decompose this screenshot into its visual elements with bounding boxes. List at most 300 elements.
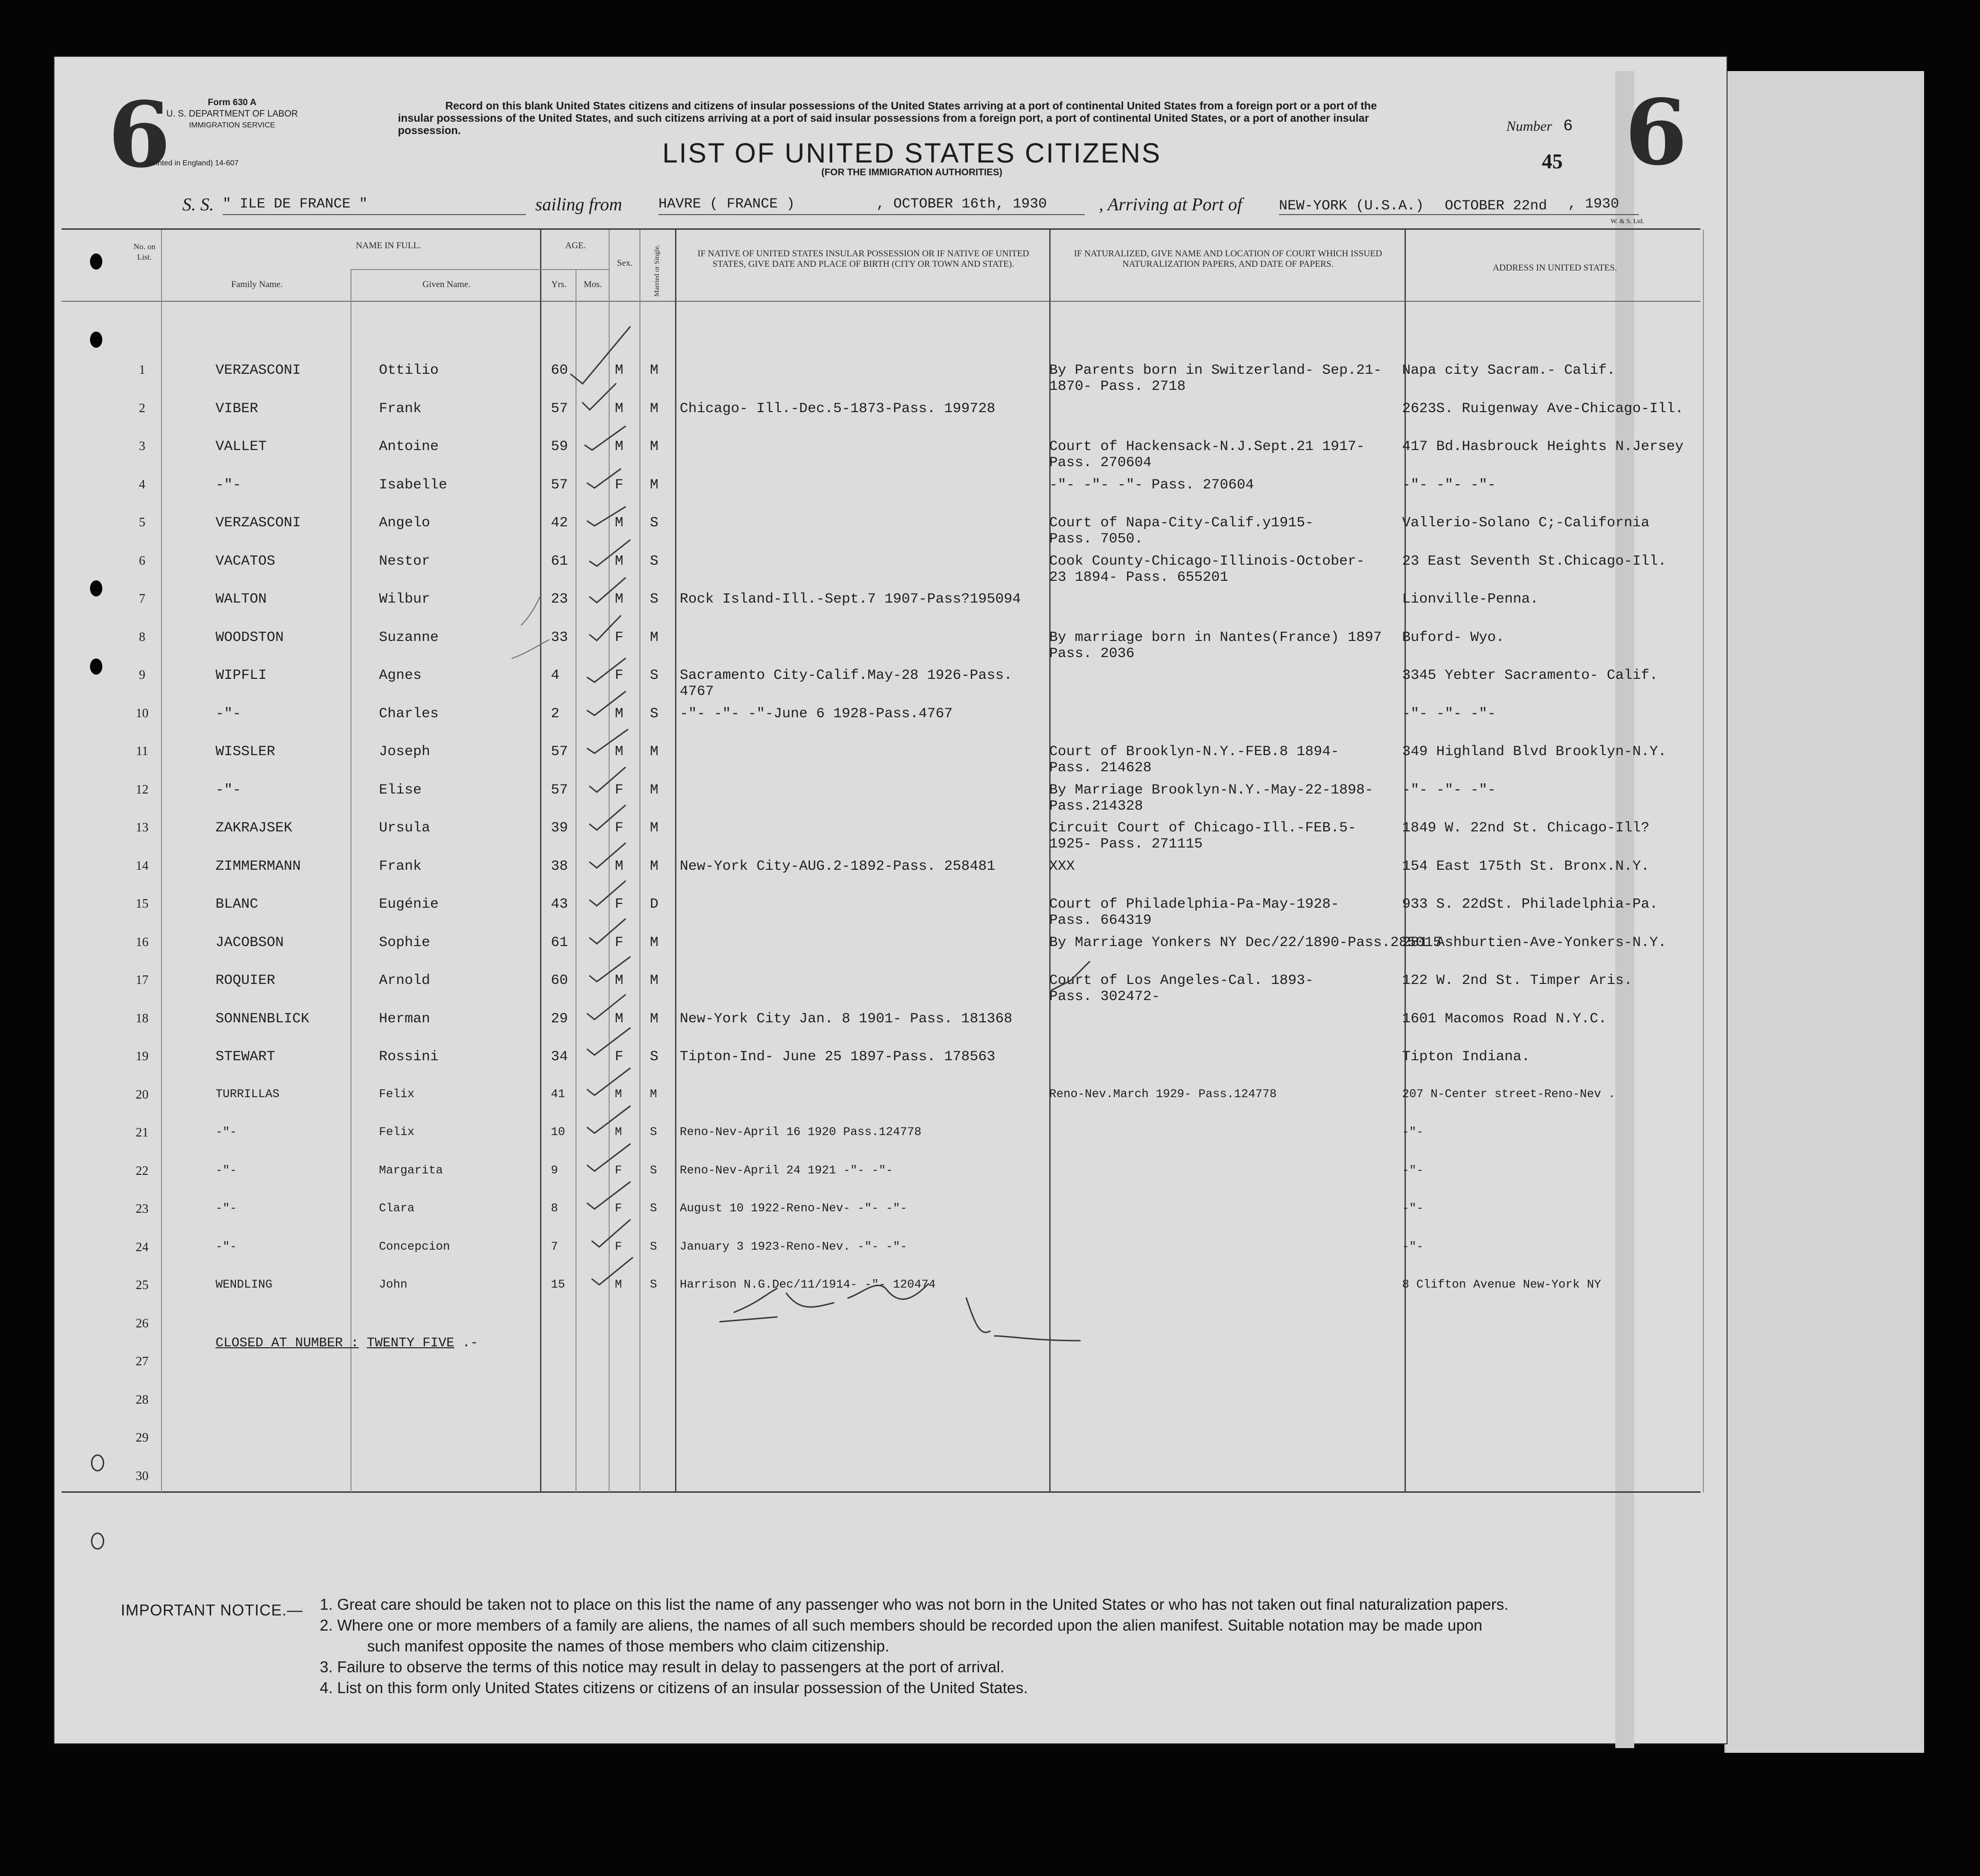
- cell-sex: M: [615, 858, 624, 875]
- cell-family: TURRILLAS: [216, 1087, 280, 1101]
- cell-birth: August 10 1922-Reno-Nev- -"- -"-: [680, 1201, 908, 1215]
- cell-addr: 154 East 175th St. Bronx.N.Y.: [1402, 858, 1650, 875]
- cell-nat2: Pass. 7050.: [1049, 531, 1143, 547]
- cell-addr: 349 Highland Blvd Brooklyn-N.Y.: [1402, 744, 1667, 760]
- cell-given: Rossini: [379, 1049, 439, 1065]
- cell-ms: S: [650, 1278, 657, 1291]
- arrival-year: , 1930: [1568, 196, 1620, 212]
- cell-nat2: Pass. 214628: [1049, 760, 1152, 776]
- closed-value: TWENTY FIVE: [367, 1336, 455, 1351]
- cell-addr: 281 Ashburtien-Ave-Yonkers-N.Y.: [1402, 934, 1667, 951]
- table-row: [0, 935, 1980, 973]
- cell-birth: New-York City-AUG.2-1892-Pass. 258481: [680, 858, 996, 875]
- table-row: [0, 896, 1980, 934]
- col-header-given: Given Name.: [422, 280, 471, 289]
- table-row: [0, 782, 1980, 820]
- table-row: [0, 1430, 1980, 1468]
- cell-family: VIBER: [216, 400, 259, 417]
- voyage-line: [0, 194, 1980, 223]
- cell-given: Elise: [379, 782, 422, 798]
- cell-ms: M: [650, 629, 659, 646]
- cell-family: -"-: [216, 705, 242, 722]
- cell-family: BLANC: [216, 896, 259, 912]
- cell-sex: F: [615, 667, 624, 684]
- cell-ms: S: [650, 705, 659, 722]
- cell-ms: S: [650, 1239, 657, 1254]
- cell-nat: Court of Los Angeles-Cal. 1893-: [1049, 973, 1314, 989]
- table-row: [0, 1201, 1980, 1239]
- cell-given: Angelo: [379, 515, 431, 531]
- cell-family: ZIMMERMANN: [216, 858, 301, 875]
- cell-nat2: Pass. 664319: [1049, 912, 1152, 929]
- cell-nat2: Pass. 270604: [1049, 455, 1152, 471]
- age-subheader-rule: [540, 269, 609, 270]
- table-row: [0, 667, 1980, 705]
- row-number: 17: [135, 973, 149, 987]
- row-number: 30: [135, 1468, 149, 1483]
- cell-ms: M: [650, 934, 659, 951]
- cell-nat2: 1870- Pass. 2718: [1049, 379, 1186, 395]
- cell-given: Nestor: [379, 553, 431, 569]
- cell-given: Isabelle: [379, 477, 448, 493]
- department-block: [133, 97, 332, 167]
- cell-sex: F: [615, 1201, 622, 1215]
- cell-family: -"-: [216, 1239, 237, 1254]
- cell-family: ROQUIER: [216, 973, 276, 989]
- table-row: [0, 973, 1980, 1010]
- cell-sex: F: [615, 1163, 622, 1177]
- row-number: 16: [135, 934, 149, 949]
- row-number: 14: [135, 858, 149, 873]
- row-number: 19: [135, 1049, 149, 1063]
- row-number: 29: [135, 1430, 149, 1444]
- cell-addr: 2623S. Ruigenway Ave-Chicago-Ill.: [1402, 400, 1684, 417]
- record-instructions: Record on this blank United States citizens and citizens of insular possessions of the United States arriving at a port of continental United States from a foreign port or a port of the insular possessions of the United States, and such citizens arriving at a port of said insular possessions from a foreign port, a port of continental United States, or a port of another insular possession.: [398, 99, 1377, 136]
- cell-ms: M: [650, 1010, 659, 1027]
- cell-sex: M: [615, 362, 624, 379]
- cell-addr: -"-: [1402, 1201, 1424, 1215]
- table-row: [0, 1240, 1980, 1278]
- printed-note: (Printed in England) 14-607: [146, 159, 239, 167]
- cell-given: Eugénie: [379, 896, 439, 912]
- cell-given: Agnes: [379, 667, 422, 684]
- cell-addr: -"-: [1402, 1163, 1424, 1177]
- cell-nat: -"- -"- -"- Pass. 270604: [1049, 477, 1254, 493]
- cell-family: STEWART: [216, 1049, 276, 1065]
- cell-nat: Court of Napa-City-Calif.y1915-: [1049, 515, 1314, 531]
- departure-rule: [658, 214, 1085, 215]
- cell-birth: -"- -"- -"-June 6 1928-Pass.4767: [680, 705, 953, 722]
- cell-sex: M: [615, 439, 624, 455]
- cell-age: 7: [551, 1239, 558, 1254]
- cell-family: WENDLING: [216, 1278, 273, 1291]
- cell-given: John: [379, 1278, 408, 1291]
- col-header-sex: Sex.: [617, 258, 633, 268]
- col-header-naturalized: IF NATURALIZED, GIVE NAME AND LOCATION OF COURT WHICH ISSUED NATURALIZATION PAPERS, AND DATE OF PAPERS.: [1074, 249, 1382, 269]
- cell-ms: M: [650, 820, 659, 836]
- cell-ms: M: [650, 400, 659, 417]
- ship-name: " ILE DE FRANCE ": [223, 196, 368, 212]
- cell-ms: M: [650, 1087, 657, 1101]
- table-row: [0, 362, 1980, 400]
- col-header-no: No. on List.: [133, 242, 156, 262]
- col-header-name: NAME IN FULL.: [356, 241, 421, 251]
- service-name: IMMIGRATION SERVICE: [189, 121, 275, 129]
- cell-addr: 207 N-Center street-Reno-Nev .: [1402, 1087, 1616, 1101]
- cell-nat: Circuit Court of Chicago-Ill.-FEB.5-: [1049, 820, 1357, 836]
- notice-item-3: 3. Failure to observe the terms of this notice may result in delay to passengers at the port of arrival.: [320, 1658, 1005, 1676]
- cell-age: 10: [551, 1125, 566, 1139]
- cell-ms: S: [650, 591, 659, 607]
- cell-sex: M: [615, 1278, 622, 1291]
- cell-age: 34: [551, 1049, 568, 1065]
- table-row: [0, 706, 1980, 744]
- cell-nat2: 1925- Pass. 271115: [1049, 836, 1203, 852]
- cell-family: -"-: [216, 1201, 237, 1215]
- cell-birth2: 4767: [680, 684, 714, 700]
- corner-number-left: 6: [108, 82, 171, 188]
- cell-family: JACOBSON: [216, 934, 284, 951]
- cell-ms: S: [650, 515, 659, 531]
- cell-sex: M: [615, 1010, 624, 1027]
- cell-addr: 8 Clifton Avenue New-York NY: [1402, 1278, 1602, 1291]
- cell-birth: Reno-Nev-April 24 1921 -"- -"-: [680, 1163, 893, 1177]
- cell-nat: Court of Philadelphia-Pa-May-1928-: [1049, 896, 1340, 912]
- row-number: 5: [139, 515, 145, 529]
- cell-sex: M: [615, 705, 624, 722]
- col-header-family: Family Name.: [231, 280, 283, 289]
- row-number: 25: [135, 1278, 149, 1292]
- cell-age: 57: [551, 400, 568, 417]
- table-row: [0, 1469, 1980, 1506]
- row-number: 4: [139, 477, 145, 491]
- table-row: [0, 1354, 1980, 1392]
- notice-label: IMPORTANT NOTICE.—: [121, 1601, 303, 1619]
- cell-nat2: Pass. 2036: [1049, 645, 1135, 662]
- row-number: 27: [135, 1354, 149, 1368]
- cell-family: VALLET: [216, 439, 267, 455]
- binder-ring: [91, 1533, 104, 1550]
- printer-mark: W. & S. Ltd.: [1611, 218, 1645, 225]
- row-number: 7: [139, 591, 145, 605]
- cell-ms: M: [650, 858, 659, 875]
- cell-birth: Sacramento City-Calif.May-28 1926-Pass.: [680, 667, 1013, 684]
- arrival-date: OCTOBER 22nd: [1445, 198, 1548, 214]
- row-number: 26: [135, 1316, 149, 1330]
- corner-number-right: 6: [1625, 80, 1688, 185]
- row-number: 22: [135, 1163, 149, 1178]
- row-number: 21: [135, 1125, 149, 1139]
- cell-nat: By Marriage Brooklyn-N.Y.-May-22-1898-: [1049, 782, 1374, 798]
- sailing-label: sailing from: [535, 195, 622, 215]
- notice-item-2: 2. Where one or more members of a family are aliens, the names of all such members should be recorded upon the alien manifest. Suitable notation may be made upon: [320, 1616, 1483, 1634]
- cell-ms: S: [650, 1163, 657, 1177]
- closed-note: [216, 1336, 478, 1351]
- cell-sex: F: [615, 820, 624, 836]
- cell-sex: M: [615, 1087, 622, 1101]
- cell-given: Felix: [379, 1125, 415, 1139]
- closed-prefix: CLOSED AT NUMBER :: [216, 1336, 359, 1351]
- list-number-value: 6: [1563, 117, 1573, 135]
- row-number: 20: [135, 1087, 149, 1101]
- cell-sex: F: [615, 896, 624, 912]
- cell-sex: F: [615, 782, 624, 798]
- cell-nat: By Parents born in Switzerland- Sep.21-: [1049, 362, 1382, 379]
- col-header-married: Married or Single.: [653, 244, 661, 297]
- cell-sex: M: [615, 591, 624, 607]
- table-row: [0, 401, 1980, 439]
- cell-family: WOODSTON: [216, 629, 284, 646]
- cell-sex: M: [615, 973, 624, 989]
- cell-family: -"-: [216, 477, 242, 493]
- table-row: [0, 858, 1980, 896]
- cell-family: -"-: [216, 782, 242, 798]
- cell-nat: By marriage born in Nantes(France) 1897: [1049, 629, 1382, 646]
- row-number: 12: [135, 782, 149, 796]
- cell-family: -"-: [216, 1125, 237, 1139]
- cell-age: 57: [551, 744, 568, 760]
- col-header-address: ADDRESS IN UNITED STATES.: [1493, 263, 1617, 273]
- cell-given: Arnold: [379, 973, 431, 989]
- row-number: 3: [139, 439, 145, 453]
- table-row: [0, 744, 1980, 782]
- arriving-label: , Arriving at Port of: [1099, 195, 1242, 215]
- col-header-mos: Mos.: [584, 280, 602, 289]
- cell-sex: M: [615, 400, 624, 417]
- cell-birth: Harrison N.G.Dec/11/1914- -"- 120474: [680, 1278, 936, 1291]
- cell-family: ZAKRAJSEK: [216, 820, 293, 836]
- cell-ms: S: [650, 1201, 657, 1215]
- cell-given: Felix: [379, 1087, 415, 1101]
- row-number: 1: [139, 362, 145, 377]
- page-subtitle: (FOR THE IMMIGRATION AUTHORITIES): [821, 167, 1003, 178]
- cell-family: VACATOS: [216, 553, 276, 569]
- cell-age: 43: [551, 896, 568, 912]
- cell-age: 33: [551, 629, 568, 646]
- cell-addr: Buford- Wyo.: [1402, 629, 1505, 646]
- cell-nat: XXX: [1049, 858, 1075, 875]
- table-row: [0, 1392, 1980, 1430]
- arrival-port: NEW-YORK (U.S.A.): [1279, 198, 1424, 214]
- cell-birth: New-York City Jan. 8 1901- Pass. 181368: [680, 1010, 1013, 1027]
- cell-given: Wilbur: [379, 591, 431, 607]
- cell-ms: M: [650, 744, 659, 760]
- row-number: 11: [136, 744, 148, 758]
- cell-ms: M: [650, 477, 659, 493]
- table-row: [0, 591, 1980, 629]
- row-number: 24: [135, 1239, 149, 1254]
- cell-sex: M: [615, 1125, 622, 1139]
- cell-family: WISSLER: [216, 744, 276, 760]
- cell-sex: F: [615, 477, 624, 493]
- cell-age: 8: [551, 1201, 558, 1215]
- cell-age: 42: [551, 515, 568, 531]
- cell-given: Ursula: [379, 820, 431, 836]
- cell-ms: M: [650, 362, 659, 379]
- table-row: [0, 1278, 1980, 1316]
- cell-family: -"-: [216, 1163, 237, 1177]
- cell-nat: Reno-Nev.March 1929- Pass.124778: [1049, 1087, 1277, 1101]
- notice-item-4: 4. List on this form only United States citizens or citizens of an insular possession of the United States.: [320, 1679, 1028, 1696]
- cell-age: 41: [551, 1087, 566, 1101]
- cell-given: Suzanne: [379, 629, 439, 646]
- cell-nat: Cook County-Chicago-Illinois-October-: [1049, 553, 1365, 569]
- cell-age: 59: [551, 439, 568, 455]
- cell-age: 61: [551, 553, 568, 569]
- ss-label: S. S.: [182, 195, 214, 215]
- cell-addr: Vallerio-Solano C;-California: [1402, 515, 1650, 531]
- table-row: [0, 477, 1980, 515]
- binder-hole: [90, 253, 102, 270]
- cell-addr: -"- -"- -"-: [1402, 782, 1496, 798]
- table-row: [0, 1011, 1980, 1049]
- cell-ms: S: [650, 1125, 657, 1139]
- cell-given: Clara: [379, 1201, 415, 1215]
- cell-given: Herman: [379, 1010, 431, 1027]
- table-row: [0, 1049, 1980, 1087]
- cell-addr: -"-: [1402, 1125, 1424, 1139]
- cell-addr: 1849 W. 22nd St. Chicago-Ill?: [1402, 820, 1650, 836]
- name-subheader-rule: [351, 269, 540, 270]
- cell-age: 57: [551, 782, 568, 798]
- ship-name-rule: [223, 214, 526, 215]
- notice-item-2-cont: such manifest opposite the names of those members who claim citizenship.: [367, 1637, 890, 1655]
- page-title: LIST OF UNITED STATES CITIZENS: [662, 138, 1161, 169]
- table-row: [0, 820, 1980, 858]
- notice-item-1: 1. Great care should be taken not to place on this list the name of any passenger who was not born in the United States or who has not taken out final naturalization papers.: [320, 1596, 1509, 1613]
- cell-sex: M: [615, 515, 624, 531]
- arrival-rule: [1279, 214, 1639, 215]
- cell-sex: F: [615, 934, 624, 951]
- cell-addr: 122 W. 2nd St. Timper Aris.: [1402, 973, 1633, 989]
- page-number: 45: [1542, 150, 1563, 173]
- cell-sex: F: [615, 629, 624, 646]
- col-header-birth: IF NATIVE OF UNITED STATES INSULAR POSSESSION OR IF NATIVE OF UNITED STATES, GIVE DATE AND PLACE OF BIRTH (CITY OR TOWN AND STATE).: [697, 249, 1029, 269]
- cell-given: Frank: [379, 858, 422, 875]
- row-number: 2: [139, 400, 145, 415]
- table-row: [0, 515, 1980, 553]
- cell-ms: D: [650, 896, 659, 912]
- cell-age: 60: [551, 973, 568, 989]
- cell-addr: -"-: [1402, 1239, 1424, 1254]
- cell-nat: By Marriage Yonkers NY Dec/22/1890-Pass.285015: [1049, 934, 1442, 951]
- row-number: 23: [135, 1201, 149, 1216]
- row-number: 6: [139, 553, 145, 568]
- row-number: 8: [139, 629, 145, 644]
- cell-family: VERZASCONI: [216, 515, 301, 531]
- cell-age: 15: [551, 1278, 566, 1291]
- departure-date: , OCTOBER 16th, 1930: [876, 196, 1047, 212]
- cell-given: Sophie: [379, 934, 431, 951]
- cell-family: VERZASCONI: [216, 362, 301, 379]
- col-header-yrs: Yrs.: [551, 280, 567, 289]
- row-number: 18: [135, 1010, 149, 1025]
- cell-ms: M: [650, 973, 659, 989]
- cell-family: SONNENBLICK: [216, 1010, 310, 1027]
- cell-birth: Rock Island-Ill.-Sept.7 1907-Pass?195094: [680, 591, 1021, 607]
- cell-age: 23: [551, 591, 568, 607]
- cell-nat: Court of Brooklyn-N.Y.-FEB.8 1894-: [1049, 744, 1340, 760]
- cell-sex: F: [615, 1239, 622, 1254]
- cell-birth: Reno-Nev-April 16 1920 Pass.124778: [680, 1125, 922, 1139]
- cell-nat2: Pass.214328: [1049, 798, 1143, 814]
- cell-addr: Lionville-Penna.: [1402, 591, 1539, 607]
- table-row: [0, 1087, 1980, 1125]
- list-number-label: Number: [1506, 118, 1552, 134]
- row-number: 9: [139, 667, 145, 682]
- cell-given: Joseph: [379, 744, 431, 760]
- cell-birth: Chicago- Ill.-Dec.5-1873-Pass. 199728: [680, 400, 996, 417]
- cell-given: Antoine: [379, 439, 439, 455]
- cell-given: Ottilio: [379, 362, 439, 379]
- table-header-rule: [62, 301, 1701, 302]
- cell-family: WIPFLI: [216, 667, 267, 684]
- cell-age: 9: [551, 1163, 558, 1177]
- cell-nat2: Pass. 302472-: [1049, 989, 1161, 1005]
- cell-given: Charles: [379, 705, 439, 722]
- cell-addr: 933 S. 22dSt. Philadelphia-Pa.: [1402, 896, 1658, 912]
- cell-ms: S: [650, 667, 659, 684]
- department-name: U. S. DEPARTMENT OF LABOR: [166, 109, 298, 119]
- cell-addr: 1601 Macomos Road N.Y.C.: [1402, 1010, 1607, 1027]
- table-row: [0, 630, 1980, 667]
- cell-addr: 23 East Seventh St.Chicago-Ill.: [1402, 553, 1667, 569]
- cell-addr: -"- -"- -"-: [1402, 477, 1496, 493]
- cell-family: WALTON: [216, 591, 267, 607]
- cell-age: 39: [551, 820, 568, 836]
- row-number: 28: [135, 1392, 149, 1407]
- cell-age: 29: [551, 1010, 568, 1027]
- cell-nat: Court of Hackensack-N.J.Sept.21 1917-: [1049, 439, 1365, 455]
- row-number: 15: [135, 896, 149, 911]
- table-row: [0, 553, 1980, 591]
- cell-ms: S: [650, 1049, 659, 1065]
- table-top-rule: [62, 228, 1701, 230]
- cell-given: Frank: [379, 400, 422, 417]
- cell-addr: 3345 Yebter Sacramento- Calif.: [1402, 667, 1658, 684]
- cell-birth: January 3 1923-Reno-Nev. -"- -"-: [680, 1239, 908, 1254]
- row-number: 10: [135, 705, 149, 720]
- cell-age: 4: [551, 667, 560, 684]
- cell-ms: M: [650, 439, 659, 455]
- cell-given: Concepcion: [379, 1239, 450, 1254]
- cell-age: 57: [551, 477, 568, 493]
- cell-ms: S: [650, 553, 659, 569]
- closed-suffix: .-: [454, 1336, 478, 1351]
- cell-addr: -"- -"- -"-: [1402, 705, 1496, 722]
- binder-hole: [90, 332, 102, 348]
- table-row: [0, 1125, 1980, 1163]
- cell-given: Margarita: [379, 1163, 443, 1177]
- cell-addr: Napa city Sacram.- Calif.: [1402, 362, 1616, 379]
- table-row: [0, 1163, 1980, 1201]
- cell-sex: F: [615, 1049, 624, 1065]
- departure-port: HAVRE ( FRANCE ): [658, 196, 795, 212]
- cell-age: 2: [551, 705, 560, 722]
- form-number: Form 630 A: [207, 98, 257, 108]
- cell-addr: Tipton Indiana.: [1402, 1049, 1530, 1065]
- row-number: 13: [135, 820, 149, 834]
- cell-addr: 417 Bd.Hasbrouck Heights N.Jersey: [1402, 439, 1684, 455]
- cell-sex: M: [615, 744, 624, 760]
- cell-age: 61: [551, 934, 568, 951]
- cell-nat2: 23 1894- Pass. 655201: [1049, 569, 1229, 586]
- table-row: [0, 439, 1980, 477]
- cell-ms: M: [650, 782, 659, 798]
- cell-birth: Tipton-Ind- June 25 1897-Pass. 178563: [680, 1049, 996, 1065]
- cell-age: 38: [551, 858, 568, 875]
- cell-age: 60: [551, 362, 568, 379]
